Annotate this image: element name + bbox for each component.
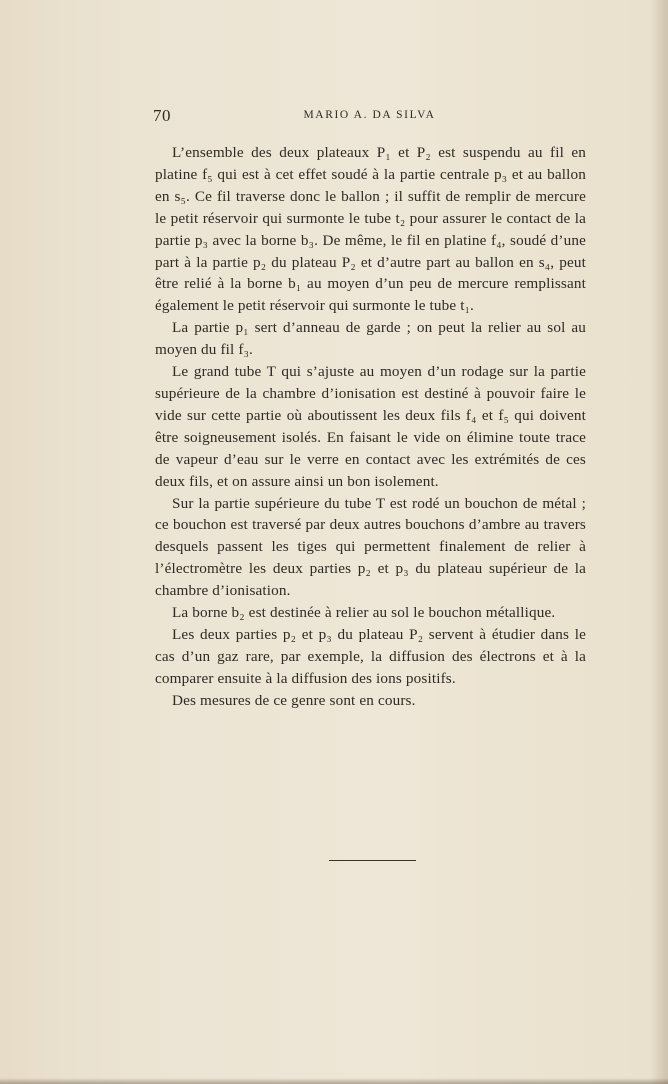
paragraph: Des mesures de ce genre sont en cours. [172, 691, 416, 709]
paragraph: Les deux parties p₂ et p₃ du plateau P₂ servent à étudier dans le cas d’un gaz rare, par exemple, la diffusion des électrons et à la comparer ensuite à la diffusion des ions positifs. [155, 625, 586, 687]
paragraph: L’ensemble des deux plateaux P₁ et P₂ est suspendu au fil en platine f₅ qui est à cet effet soudé à la partie centrale p₃ et au ballon en s₅. Ce fil traverse donc le ballon ; il suffit de remplir de mercure le petit réservoir qui surmonte le tube t₂ pour assurer le contact de la partie p₃ avec la borne b₃. De même, le fil en platine f₄, soudé d’une part à la partie p₂ du plateau P₂ et d’autre part au ballon en s₄, peut être relié à la borne b₁ au moyen d’un peu de mercure remplissant également le petit réservoir qui surmonte le tube t₁. [155, 144, 586, 315]
page-number: 70 [153, 106, 171, 125]
page-header [153, 106, 586, 128]
paragraph: La partie p₁ sert d’anneau de garde ; on peut la relier au sol au moyen du fil f₃. [155, 319, 586, 359]
section-end-rule [329, 860, 416, 861]
page-bottom-edge [0, 1078, 668, 1084]
body-text [155, 142, 586, 712]
paragraph: Sur la partie supérieure du tube T est rodé un bouchon de métal ; ce bouchon est traversé par deux autres bouchons d’ambre au travers desquels passent les tiges qui permettent finalement de relier à l’électromètre les deux parties p₂ et p₃ du plateau supérieur de la chambre d’ionisation. [155, 494, 586, 600]
page-edge-shadow [650, 0, 668, 1084]
paragraph: Le grand tube T qui s’ajuste au moyen d’un rodage sur la partie supérieure de la chambre d’ionisation est destiné à pouvoir faire le vide sur cette partie où aboutissent les deux fils f₄ et f₅ qui doivent être soigneusement isolés. En faisant le vide on élimine toute trace de vapeur d’eau sur le verre en contact avec les extrémités de ces deux fils, et on assure ainsi un bon isolement. [155, 363, 586, 490]
running-head: MARIO A. DA SILVA [303, 109, 436, 121]
paragraph: La borne b₂ est destinée à relier au sol le bouchon métallique. [172, 604, 556, 622]
